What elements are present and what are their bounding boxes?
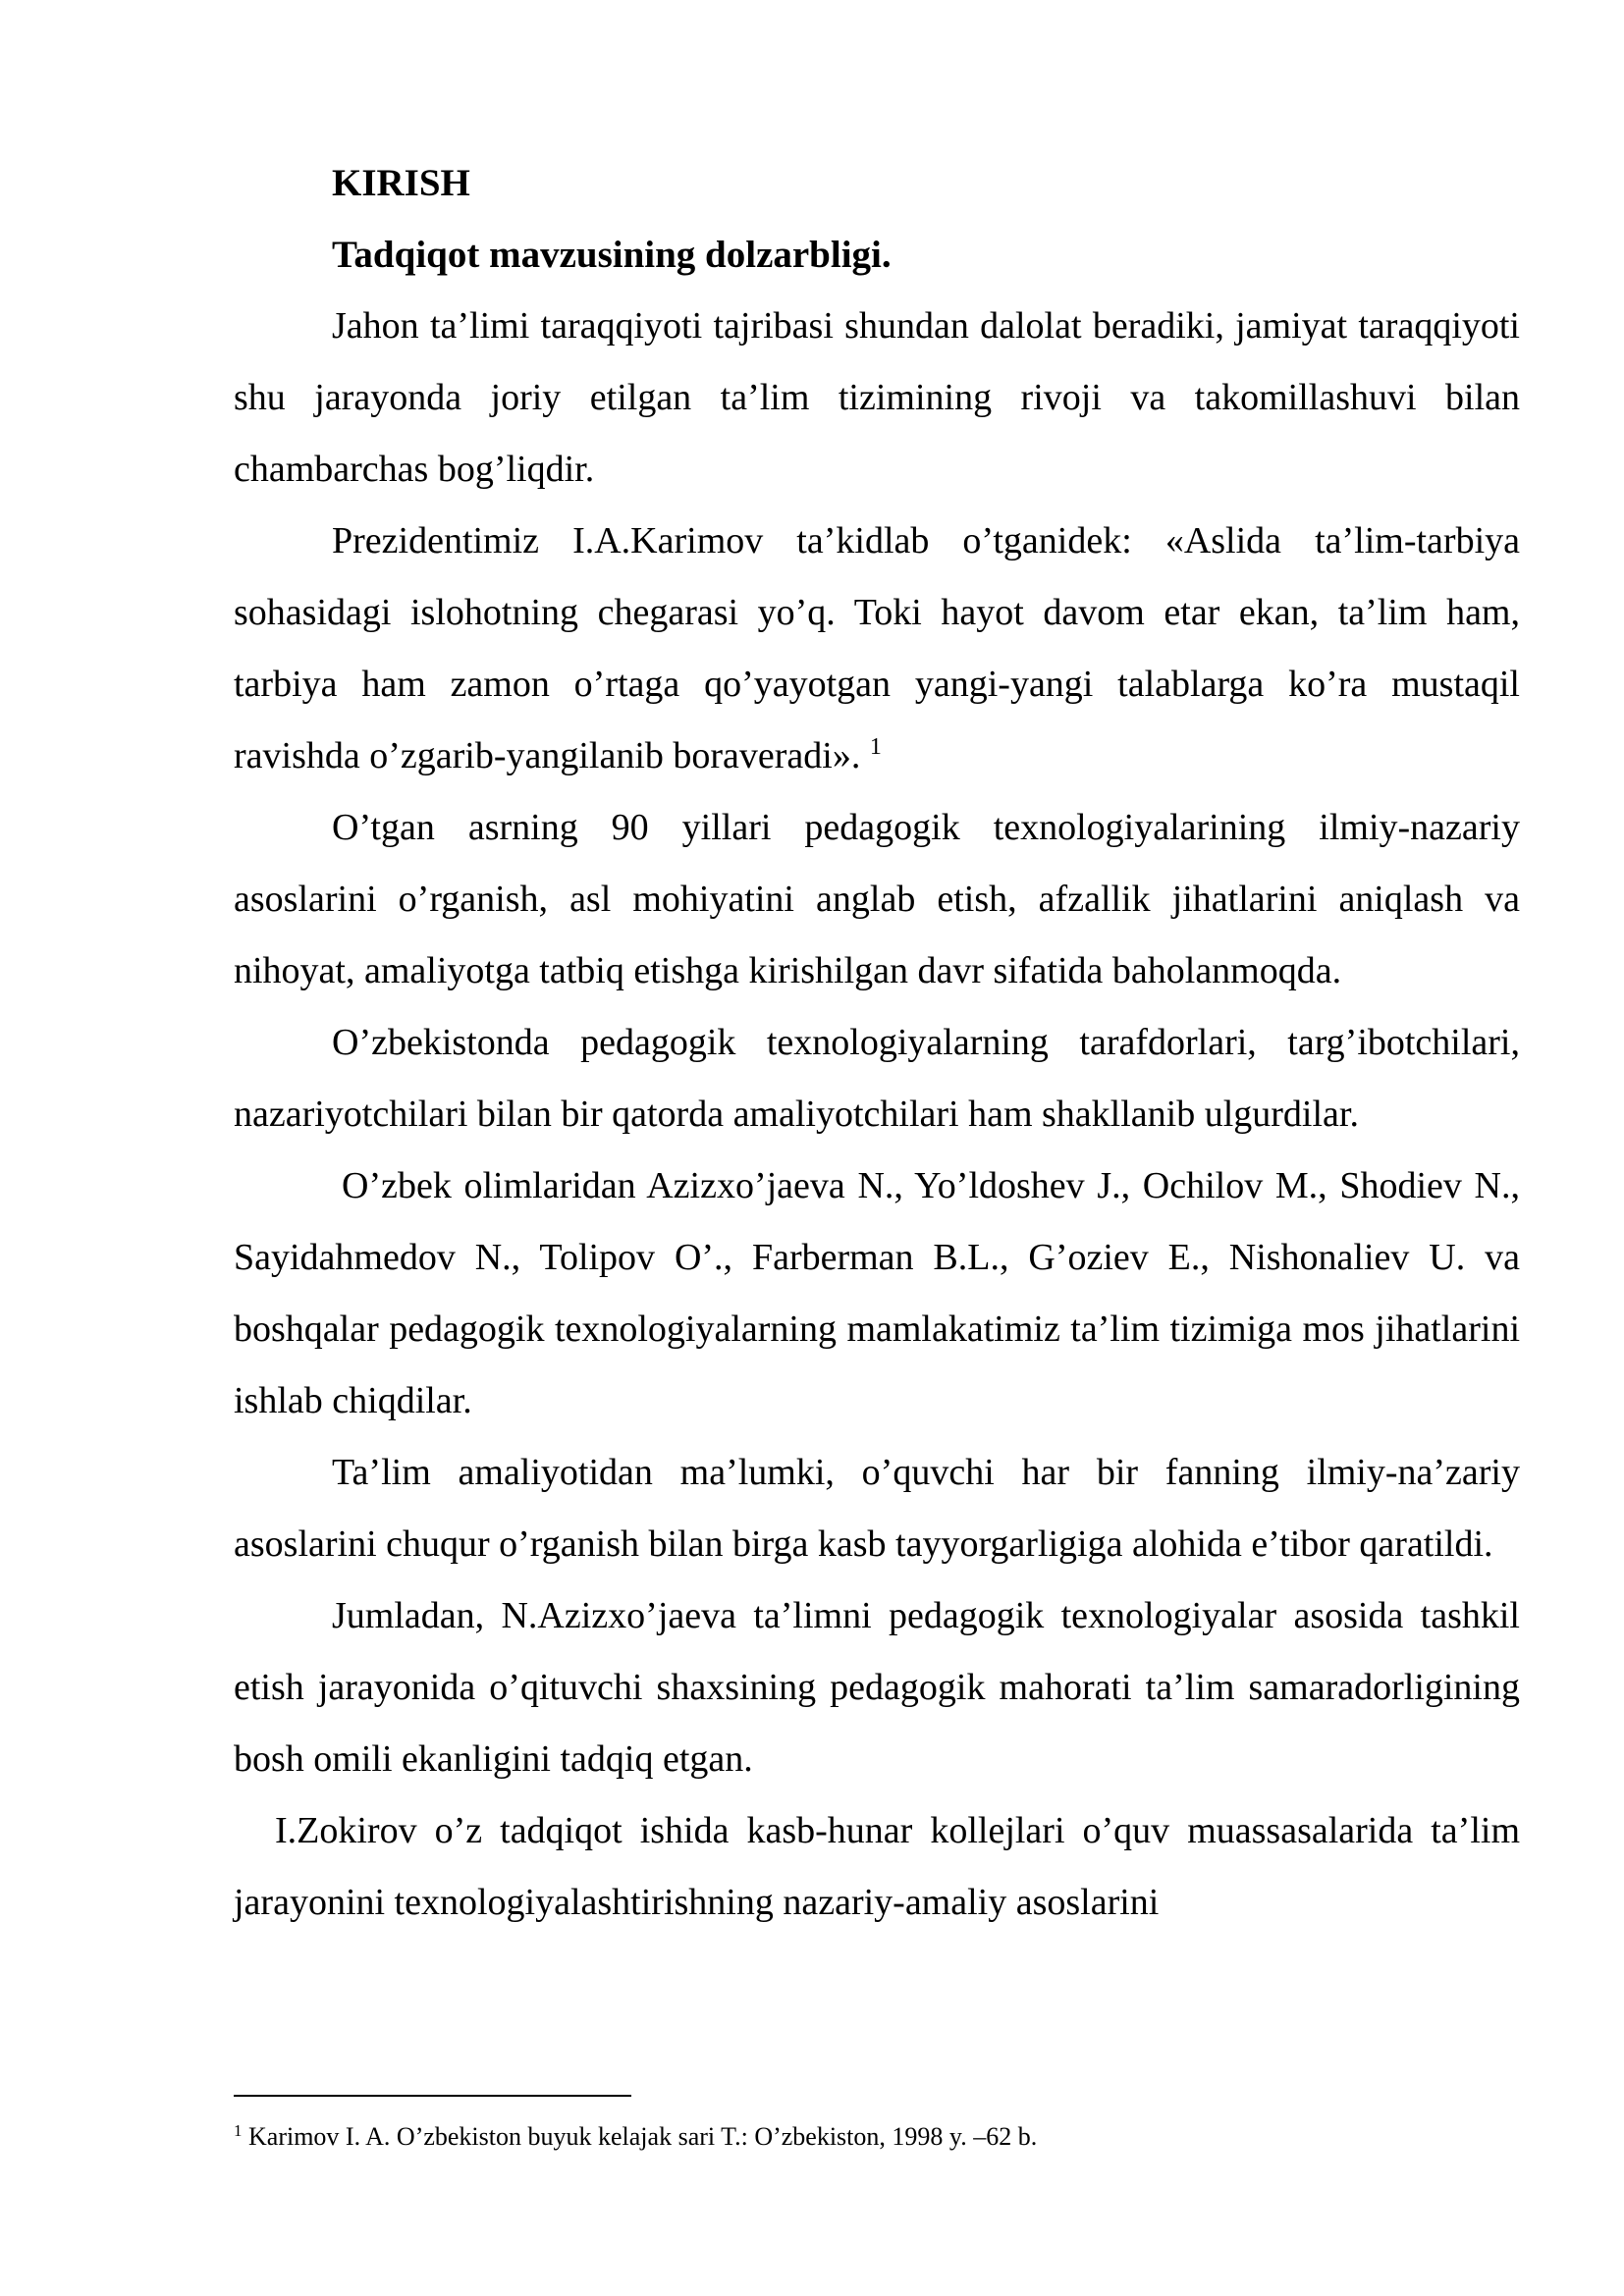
- section-heading: KIRISH: [332, 162, 470, 204]
- paragraph-2: [234, 506, 1520, 792]
- footnote: [234, 2120, 1037, 2154]
- paragraph-3: O’tgan asrning 90 yillari pedagogik texnologiyalarining ilmiy-nazariy asoslarini o’rganish, asl mohiyatini anglab etish, afzallik jihatlarini aniqlash va nihoyat, amaliyotga tatbiq etishga kirishilgan davr sifatida baholanmoqda.: [234, 807, 1520, 991]
- paragraph-6: Ta’lim amaliyotidan ma’lumki, o’quvchi har bir fanning ilmiy-na’zariy asoslarini chuqur o’rganish bilan birga kasb tayyorgarligiga alohida e’tibor qaratildi.: [234, 1452, 1520, 1565]
- page-body: [234, 147, 1520, 1939]
- footnote-text: Karimov I. A. O’zbekiston buyuk kelajak sari T.: O’zbekiston, 1998 y. –62 b.: [248, 2122, 1038, 2151]
- paragraph-7: Jumladan, N.Azizxo’jaeva ta’limni pedagogik texnologiyalar asosida tashkil etish jarayonida o’qituvchi shaxsining pedagogik mahorati ta’lim samaradorligining bosh omili ekanligini tadqiq etgan.: [234, 1595, 1520, 1780]
- footnote-reference[interactable]: 1: [869, 734, 882, 760]
- footnote-separator: [234, 2095, 631, 2097]
- paragraph-8: I.Zokirov o’z tadqiqot ishida kasb-hunar kollejlari o’quv muassasalarida ta’lim jarayonini texnologiyalashtirishning nazariy-amaliy asoslarini: [234, 1810, 1520, 1923]
- section-subheading: Tadqiqot mavzusining dolzarbligi.: [332, 234, 892, 276]
- paragraph-5: O’zbek olimlaridan Azizxo’jaeva N., Yo’ldoshev J., Ochilov M., Shodiev N., Sayidahmedov N., Tolipov O’., Farberman B.L., G’oziev E., Nishonaliev U. va boshqalar pedagogik texnologiyalarning mamlakatimiz ta’lim tizimiga mos jihatlarini ishlab chiqdilar.: [234, 1165, 1520, 1421]
- paragraph-2-text: Prezidentimiz I.A.Karimov ta’kidlab o’tganidek: «Aslida ta’lim-tarbiya sohasidagi islohotning chegarasi yo’q. Toki hayot davom etar ekan, ta’lim ham, tarbiya ham zamon o’rtaga qo’yayotgan yangi-yangi talablarga ko’ra mustaqil ravishda o’zgarib-yangilanib boraveradi».: [234, 520, 1520, 776]
- footnote-number: 1: [234, 2121, 243, 2140]
- paragraph-1: Jahon ta’limi taraqqiyoti tajribasi shundan dalolat beradiki, jamiyat taraqqiyoti shu jarayonda joriy etilgan ta’lim tizimining rivoji va takomillashuvi bilan chambarchas bog’liqdir.: [234, 305, 1520, 490]
- paragraph-4: O’zbekistonda pedagogik texnologiyalarning tarafdorlari, targ’ibotchilari, nazariyotchilari bilan bir qatorda amaliyotchilari ham shakllanib ulgurdilar.: [234, 1022, 1520, 1135]
